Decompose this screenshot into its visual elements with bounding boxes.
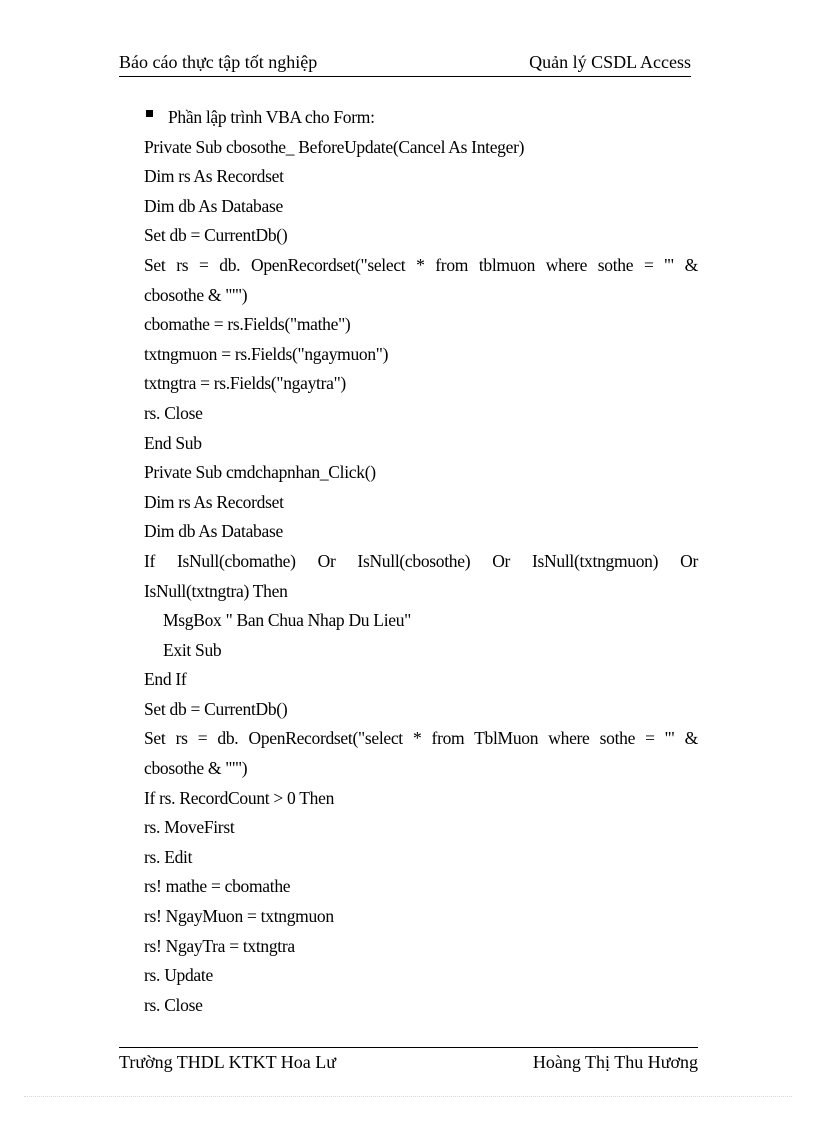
section-heading	[144, 104, 698, 134]
code-line: rs! mathe = cbomathe	[144, 876, 291, 897]
code-line: rs! NgayMuon = txtngmuon	[144, 906, 334, 927]
code-line: Dim db As Database	[144, 195, 283, 216]
code-line: Set db = CurrentDb()	[144, 698, 288, 719]
code-line: Dim db As Database	[144, 521, 283, 542]
page-header	[119, 52, 691, 77]
code-line: Private Sub cbosothe_ BeforeUpdate(Cancel As Integer)	[144, 136, 525, 157]
code-line: cbomathe = rs.Fields("mathe")	[144, 314, 351, 335]
code-line: Set db = CurrentDb()	[144, 225, 288, 246]
code-line: rs. Close	[144, 994, 203, 1015]
page-bottom-divider	[24, 1096, 792, 1097]
code-line: rs. MoveFirst	[144, 817, 235, 838]
header-report-title: Báo cáo thực tập tốt nghiệp	[119, 52, 318, 72]
code-line: If IsNull(cbomathe) Or IsNull(cbosothe) Or IsNull(txtngmuon) Or	[144, 550, 698, 571]
code-line: Set rs = db. OpenRecordset("select * from tblmuon where sothe = '" &	[144, 254, 698, 275]
header-subject-title: Quản lý CSDL Access	[529, 52, 691, 72]
code-line: Dim rs As Recordset	[144, 491, 284, 512]
footer-author-name: Hoàng Thị Thu Hương	[532, 1052, 698, 1072]
code-line: rs. Close	[144, 402, 203, 423]
code-line: If rs. RecordCount > 0 Then	[144, 787, 335, 808]
code-line: txtngtra = rs.Fields("ngaytra")	[144, 373, 346, 394]
code-line: Exit Sub	[163, 639, 222, 660]
code-line: Set rs = db. OpenRecordset("select * from TblMuon where sothe = '" &	[144, 728, 698, 749]
footer-school-name: Trường THDL KTKT Hoa Lư	[119, 1052, 337, 1072]
section-title: Phần lập trình VBA cho Form:	[168, 107, 375, 127]
document-body	[144, 104, 698, 1021]
code-line: cbosothe & "'")	[144, 758, 248, 779]
code-line: cbosothe & "'")	[144, 284, 248, 305]
code-line: End Sub	[144, 432, 202, 453]
code-line: rs. Edit	[144, 846, 193, 867]
code-line: MsgBox " Ban Chua Nhap Du Lieu"	[163, 610, 412, 631]
code-line: End If	[144, 669, 187, 690]
code-line: rs! NgayTra = txtngtra	[144, 935, 295, 956]
square-bullet-icon	[146, 110, 153, 117]
code-line: Private Sub cmdchapnhan_Click()	[144, 462, 376, 483]
code-line: rs. Update	[144, 965, 213, 986]
code-line: txtngmuon = rs.Fields("ngaymuon")	[144, 343, 389, 364]
code-line: IsNull(txtngtra) Then	[144, 580, 288, 601]
code-line: Dim rs As Recordset	[144, 166, 284, 187]
page-footer	[119, 1047, 698, 1074]
